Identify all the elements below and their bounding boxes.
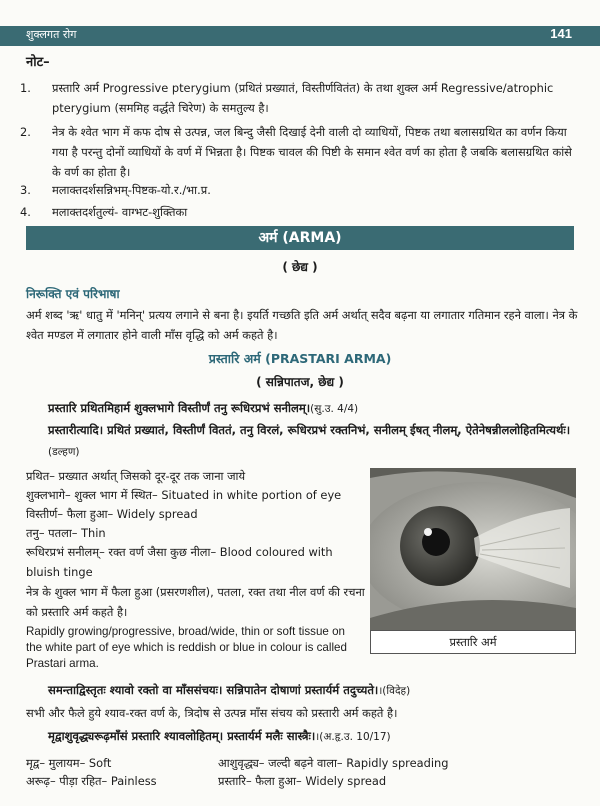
chapter-title: शुक्लगत रोग: [26, 28, 77, 41]
verse-reference: ।(अ.हृ.उ. 10/17): [315, 731, 391, 743]
verse-translation: सभी और फैले हुये श्याव-रक्त वर्ण के, त्रिदोष से उत्पन्न माँस संचय को प्रस्तारी अर्म कहते है।: [26, 706, 398, 720]
prastari-subtitle: ( सन्निपातज, छेद्य ): [256, 375, 344, 389]
term-left: मृद्व– मुलायम– Soft: [26, 756, 112, 770]
note-number: 3.: [20, 183, 31, 197]
arma-heading: अर्म (ARMA): [26, 226, 574, 250]
verse-susruta: [48, 398, 576, 420]
verse-text: मृद्वाशुवृद्ध्यरूढ़माँसं प्रस्तारि श्यावलोहितम्। प्रस्तार्यर्म मलैः सास्त्रैः।: [48, 729, 316, 743]
term-right: आशुवृद्ध्य– जल्दी बढ़ने वाला– Rapidly spreading: [218, 756, 449, 770]
term-left: अरूढ़– पीड़ा रहित– Painless: [26, 774, 157, 788]
arma-definition: अर्म शब्द 'ऋ' धातु में 'मनिन्' प्रत्यय लगाने से बना है। इयर्ति गच्छति इति अर्म अर्थात् सदैव बढ़ना या लगातार गतिमान रहने वाला। नेत्र के श्वेत मण्डल में लगातार होने वाली माँस वृद्धि को अर्म कहते है।: [26, 308, 578, 342]
page-header: [0, 0, 600, 44]
page-number: 141: [550, 26, 572, 41]
hindi-description: नेत्र के शुक्ल भाग में फैला हुआ (प्रसरणशील), पतला, रक्त तथा नील वर्ण की रचना को प्रस्तारि अर्म कहते है।: [26, 585, 365, 619]
note-label: नोट–: [26, 55, 50, 70]
verse-dalhana: [48, 420, 576, 463]
english-description: Rapidly growing/progressive, broad/wide, thin or soft tissue on the white part of eye which is reddish or blue in colour is called Prastari arma.: [26, 625, 347, 670]
prastari-heading: प्रस्तारि अर्म (PRASTARI ARMA): [208, 351, 392, 366]
arma-subtitle: ( छेद्य ): [282, 260, 318, 274]
glossary-line: प्रथित– प्रख्यात अर्थात् जिसको दूर-दूर तक जाना जाये: [26, 469, 246, 483]
note-text: नेत्र के श्वेत भाग में कफ दोष से उत्पन्न, जल बिन्दु जैसी दिखाई देनी वाली दो व्याधियों, पिष्टक तथा बलासग्रथित का वर्णन किया गया है परन्तु दोनों व्याधियों के वर्ण में भिन्नता है। पिष्टक चावल की पिष्टी के समान श्वेत वर्ण का होता है जबकि बलासग्रथित कांसे के वर्ण का होता है।: [52, 125, 572, 179]
eye-illustration: [370, 468, 576, 630]
note-item: [20, 202, 580, 222]
note-item: [20, 180, 580, 200]
verse-videha: [48, 680, 576, 702]
verse-reference: ।(विदेह): [378, 685, 411, 697]
glossary-line: विस्तीर्ण– फैला हुआ– Widely spread: [26, 507, 198, 521]
glossary-line: शुक्लभागे– शुक्ल भाग में स्थित– Situated in white portion of eye: [26, 488, 342, 502]
verse-text: प्रस्तारि प्रथितमिहार्म शुक्लभागे विस्तीर्णं तनु रूधिरप्रभं सनीलम्।: [48, 401, 311, 415]
image-caption: प्रस्तारि अर्म: [370, 630, 576, 654]
verse-text: समन्ताद्विस्तृतः श्यावो रक्तो वा माँससंचयः। सन्निपातेन दोषाणां प्रस्तार्यर्म तदुच्यते।: [48, 683, 379, 697]
note-number: 4.: [20, 205, 31, 219]
header-band: [0, 26, 600, 46]
verse-reference: (सु.उ. 4/4): [310, 403, 359, 415]
eye-photo: [370, 468, 576, 630]
term-right: प्रस्तारि– फैला हुआ– Widely spread: [218, 774, 387, 788]
note-text: मलाक्तदर्शसन्निभम्-पिष्टक-यो.र./भा.प्र.: [52, 183, 211, 197]
note-number: 2.: [20, 125, 31, 139]
note-item: [20, 78, 580, 118]
glossary-line: रूधिरप्रभं सनीलम्– रक्त वर्ण जैसा कुछ नीला– Blood coloured with bluish tinge: [26, 545, 333, 579]
note-text: मलाक्तदर्शतुल्यं- वाग्भट-शुक्तिका: [52, 205, 188, 219]
section-heading: निरूक्ति एवं परिभाषा: [26, 287, 120, 301]
note-item: [20, 122, 580, 182]
note-number: 1.: [20, 81, 31, 95]
note-text: प्रस्तारि अर्म Progressive pterygium (प्रथितं प्रख्यातं, विस्तीर्णवितंत) के तथा शुक्ल अर्म Regressive/atrophic pterygium (सममिह वर्द्धते चिरेण) के समतुल्य है।: [52, 81, 554, 115]
verse-ashtanga: [48, 726, 576, 748]
glossary-line: तनु– पतला– Thin: [26, 526, 106, 540]
verse-text: प्रस्तारीत्यादि। प्रथितं प्रख्यातं, विस्तीर्णं विततं, तनु विरलं, रूधिरप्रभं रक्तनिभं, सनीलम् ईषत् नीलम्, ऐतेनेषन्नीललोहितमित्यर्थः।: [48, 423, 571, 437]
verse-reference: (डल्हण): [48, 446, 80, 458]
